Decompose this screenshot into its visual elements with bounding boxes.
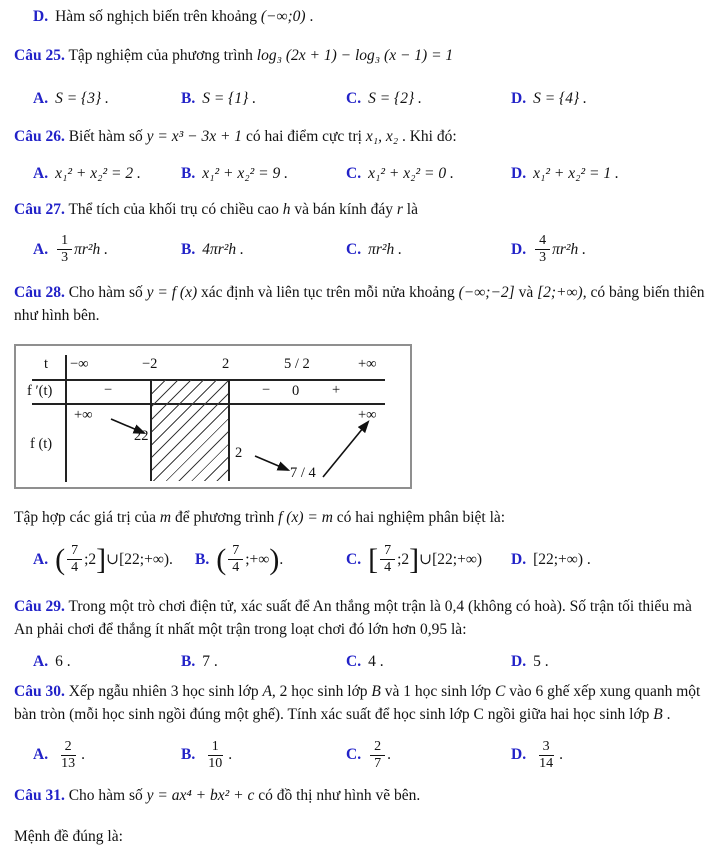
q31-number: Câu 31.: [14, 787, 65, 805]
option-letter: B.: [181, 653, 196, 671]
t-pos-infinity: +∞: [358, 355, 377, 372]
q29-options: [14, 653, 707, 671]
q26-number: Câu 26.: [14, 127, 65, 145]
table-row-label-fprime: f ′(t): [27, 382, 53, 399]
fraction-denominator: 3: [539, 250, 547, 266]
q27-option-b: [181, 241, 346, 259]
fraction: [380, 543, 395, 576]
q27-stem: [14, 199, 707, 222]
q28-option-d: [511, 551, 707, 569]
arrow-increasing-right-icon: [323, 422, 368, 477]
fprime-sign-right1: −: [262, 381, 271, 398]
option-text: 5 .: [533, 653, 549, 671]
q27-option-a: [33, 233, 181, 266]
q29-stem: [14, 596, 707, 642]
q31-closing-text: Mệnh đề đúng là:: [14, 828, 123, 846]
fraction-denominator: 7: [374, 755, 382, 771]
fraction-numerator: 1: [208, 739, 223, 756]
option-text: [22;+∞) .: [533, 550, 591, 568]
option-text: S = {2} .: [368, 89, 422, 107]
q25-text: Tập nghiệm của phương trình log₃ (2x + 1) − log₃ (x − 1) = 1: [68, 46, 454, 64]
q31-text: Cho hàm số y = ax⁴ + bx² + c có đồ thị như hình vẽ bên.: [68, 787, 421, 805]
option-letter: D.: [511, 240, 527, 258]
q28-number: Câu 28.: [14, 283, 65, 301]
q25-options: [14, 90, 707, 108]
option-text: .: [559, 746, 563, 764]
fraction: [535, 233, 550, 266]
f-value-22: 22: [134, 427, 149, 444]
fraction-denominator: 4: [232, 560, 240, 576]
option-letter: A.: [33, 550, 49, 568]
option-letter: B.: [195, 550, 210, 568]
option-letter: A.: [33, 89, 49, 107]
fraction: [57, 233, 72, 266]
option-text: ;2: [84, 550, 97, 568]
option-text: 7 .: [202, 653, 218, 671]
q25-stem: [14, 45, 707, 68]
option-text: ∪[22;+∞).: [106, 551, 173, 569]
option-text: Hàm số nghịch biến trên khoảng (−∞;0) .: [55, 8, 314, 25]
q31-stem: [14, 785, 707, 808]
f-left-pos-infinity: +∞: [74, 406, 93, 423]
q30-option-d: [511, 739, 707, 772]
option-letter: C.: [346, 89, 362, 107]
t-neg-infinity: −∞: [70, 355, 89, 372]
option-letter: C.: [346, 550, 362, 568]
fraction: [67, 543, 82, 576]
variation-table: [14, 344, 412, 489]
fraction-denominator: 4: [71, 560, 79, 576]
option-letter: D.: [511, 164, 527, 182]
fraction-numerator: 7: [228, 543, 243, 560]
q28-prompt-text: Tập hợp các giá trị của m để phương trình f (x) = m có hai nghiệm phân biệt là:: [14, 508, 506, 526]
prev-question-option-d: [14, 6, 707, 29]
q30-text: Xếp ngẫu nhiên 3 học sinh lớp A, 2 học sinh lớp B và 1 học sinh lớp C vào 6 ghế xếp xung quanh một bàn tròn (mỗi học sinh ngồi đúng một ghế). Tính xác suất để học sinh lớp C ngồi giữa hai học sinh lớp B .: [14, 683, 701, 724]
table-row-label-f: f (t): [30, 435, 53, 452]
q29-number: Câu 29.: [14, 597, 65, 615]
option-text: ;+∞: [245, 550, 270, 568]
q26-stem: [14, 126, 707, 149]
fraction-numerator: 3: [539, 739, 554, 756]
fraction-numerator: 7: [380, 543, 395, 560]
option-text: x₁² + x₂² = 2 .: [55, 164, 141, 182]
q30-stem: [14, 681, 707, 727]
fraction: [535, 739, 557, 772]
fraction-numerator: 7: [67, 543, 82, 560]
q25-option-a: [33, 90, 181, 108]
option-letter: D.: [511, 89, 527, 107]
option-letter: D.: [511, 550, 527, 568]
option-text: πr²h .: [368, 240, 403, 258]
q26-option-b: [181, 165, 346, 183]
q28-text: Cho hàm số y = f (x) xác định và liên tục trên mỗi nửa khoảng (−∞;−2] và [2;+∞), có bảng biến thiên như hình bên.: [14, 283, 705, 324]
f-right-pos-infinity: +∞: [358, 406, 377, 423]
q26-options: [14, 165, 707, 183]
arrow-decreasing-mid-icon: [255, 456, 288, 470]
q29-text: Trong một trò chơi điện tử, xác suất để An thắng một trận là 0,4 (không có hoà). Số trận tối thiểu mà An phải chơi để thắng ít nhất một trận trong loạt chơi đó lớn hơn 0,95 là:: [14, 597, 692, 638]
q26-option-d: [511, 165, 707, 183]
option-text: πr²h .: [74, 240, 109, 258]
fraction-numerator: 4: [535, 233, 550, 250]
option-text: x₁² + x₂² = 9 .: [202, 164, 288, 182]
q30-number: Câu 30.: [14, 683, 65, 701]
option-letter: B.: [181, 89, 196, 107]
q31-closing: [14, 826, 707, 849]
option-letter: B.: [181, 746, 196, 764]
q27-text: Thể tích của khối trụ có chiều cao h và bán kính đáy r là: [68, 200, 418, 218]
fraction: [204, 739, 226, 772]
q28-option-a: A. ( $\frac{7}{4}$ ;2 ] ∪[22;+∞).: [33, 542, 173, 576]
option-text: S = {3} .: [55, 89, 109, 107]
option-letter: B.: [181, 240, 196, 258]
fprime-sign-right2: +: [332, 381, 341, 398]
fprime-zero: 0: [292, 382, 300, 399]
q27-options: [14, 228, 707, 272]
option-letter: A.: [33, 746, 49, 764]
t-minus-2: −2: [142, 355, 158, 372]
q30-option-b: [181, 739, 346, 772]
table-row-label-t: t: [44, 355, 49, 372]
q28-options: [14, 538, 707, 582]
option-letter: A.: [33, 653, 49, 671]
option-text: S = {1} .: [202, 89, 257, 107]
option-text: .: [387, 746, 391, 764]
option-text: S = {4} .: [533, 89, 587, 107]
f-value-7-4: 7 / 4: [290, 464, 316, 481]
q29-option-a: [33, 653, 181, 671]
t-five-halves: 5 / 2: [284, 355, 310, 372]
q25-option-d: [511, 90, 707, 108]
fraction-numerator: 1: [57, 233, 72, 250]
q28-option-b: B. ( $\frac{7}{4}$ ;+∞ ) .: [195, 542, 284, 576]
q27-number: Câu 27.: [14, 200, 65, 218]
option-text: x₁² + x₂² = 0 .: [368, 164, 454, 182]
option-text: 4 .: [368, 653, 384, 671]
option-letter: A.: [33, 240, 49, 258]
option-text: 6 .: [55, 653, 71, 671]
option-letter: C.: [346, 164, 362, 182]
q28-stem: [14, 282, 707, 328]
option-text: .: [81, 746, 85, 764]
option-text: 4πr²h .: [202, 240, 244, 258]
q25-option-b: [181, 90, 346, 108]
option-letter: C.: [346, 653, 362, 671]
fprime-sign-left: −: [104, 381, 113, 398]
q30-options: [14, 733, 707, 777]
q29-option-d: [511, 653, 707, 671]
q29-option-c: [346, 653, 511, 671]
fraction-denominator: 14: [539, 755, 554, 771]
option-text: x₁² + x₂² = 1 .: [533, 164, 619, 182]
option-text: πr²h .: [552, 240, 587, 258]
q29-option-b: [181, 653, 346, 671]
option-letter: C.: [346, 240, 362, 258]
option-text: ∪[22;+∞): [419, 551, 483, 569]
q25-number: Câu 25.: [14, 46, 65, 64]
option-letter: C.: [346, 746, 362, 764]
option-letter: D.: [511, 746, 527, 764]
option-letter: D.: [33, 8, 49, 25]
q28-prompt: [14, 507, 707, 530]
fraction-denominator: 4: [384, 560, 392, 576]
f-value-2: 2: [235, 444, 243, 461]
q27-option-c: [346, 241, 511, 259]
q30-option-a: [33, 739, 181, 772]
q30-option-c: [346, 739, 511, 772]
q28-option-c: C. [ $\frac{7}{4}$ ;2 ] ∪[22;+∞): [346, 542, 483, 576]
t-plus-2: 2: [222, 355, 230, 372]
q26-option-c: [346, 165, 511, 183]
q27-option-d: [511, 233, 707, 266]
option-text: ;2: [397, 550, 410, 568]
q26-option-a: [33, 165, 181, 183]
option-text: .: [279, 550, 284, 568]
fraction-denominator: 10: [208, 755, 223, 771]
fraction-numerator: 2: [61, 739, 76, 756]
q25-option-c: [346, 90, 511, 108]
fraction-numerator: 2: [370, 739, 385, 756]
fraction-denominator: 3: [61, 250, 69, 266]
option-letter: D.: [511, 653, 527, 671]
fraction-denominator: 13: [61, 755, 76, 771]
option-text: .: [228, 746, 233, 764]
q26-text: Biết hàm số y = x³ − 3x + 1 có hai điểm cực trị x₁, x₂ . Khi đó:: [68, 127, 457, 145]
option-letter: B.: [181, 164, 196, 182]
option-letter: A.: [33, 164, 49, 182]
fraction: [57, 739, 79, 772]
fraction: [228, 543, 243, 576]
fraction: [370, 739, 385, 772]
